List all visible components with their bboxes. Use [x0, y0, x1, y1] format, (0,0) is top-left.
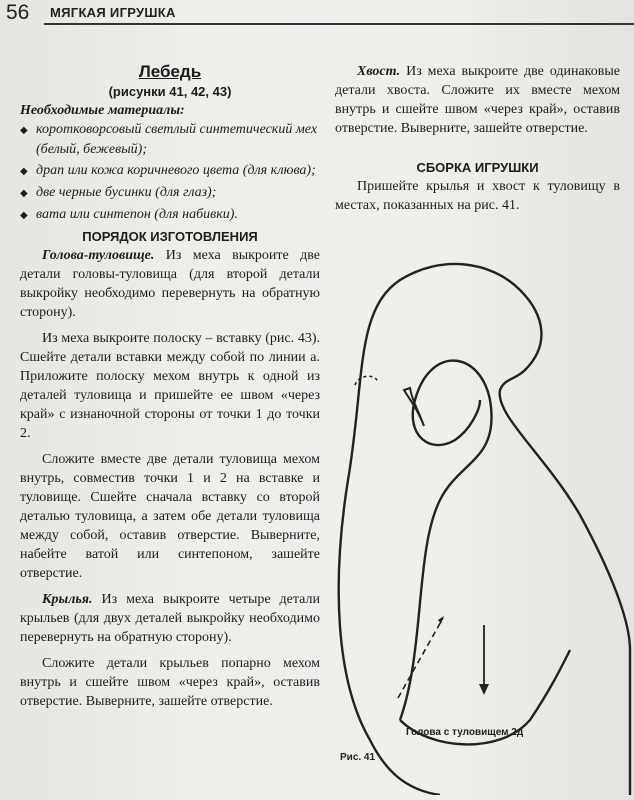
material-item: ◆ две черные бусинки (для глаз); [20, 183, 320, 203]
material-item: ◆ коротковорсовый светлый синтетический мех (белый, бежевый); [20, 122, 318, 157]
order-heading: ПОРЯДОК ИЗГОТОВЛЕНИЯ [82, 229, 258, 244]
lead-head-body: Голова-туловище. [42, 248, 155, 263]
page-number: 56 [6, 1, 30, 24]
diamond-bullet-icon: ◆ [20, 166, 28, 177]
swan-pattern-figure [330, 250, 634, 795]
page-header [0, 0, 634, 30]
material-item: ◆ вата или синтепон (для набивки). [20, 205, 320, 225]
diamond-bullet-icon: ◆ [20, 210, 28, 221]
paragraph-strip: Из меха выкроите полоску – вставку (рис. 43). Сшейте детали вставки между собой по линии а. Приложите полоску мехом внутрь к одной из деталей туловища и пришейте ее швом «через край» с изнаночной стороны от точки 1 до точки 2. [20, 331, 320, 441]
material-item: ◆ драп или кожа коричневого цвета (для клюва); [20, 161, 320, 181]
left-column [20, 62, 320, 711]
paragraph-fold: Сложите вместе две детали туловища мехом внутрь, совместив точки 1 и 2 на вставке и туловище. Сшейте сначала вставку со второй деталью туловища, а затем обе детали туловища между собой, оставив отверстие. Выверните, набейте ватой или синтепоном, зашейте отверстие. [20, 452, 320, 581]
lead-wings: Крылья. [42, 592, 93, 607]
paragraph-assembly: Пришейте крылья и хвост к туловищу в местах, показанных на рис. 41. [335, 179, 620, 213]
paragraph-wings-sew: Сложите детали крыльев попарно мехом внутрь и сшейте швом «через край», оставив отверстие. Выверните, зашейте отверстие. [20, 656, 320, 709]
swan-inner-outline [400, 361, 492, 720]
arrow-up-icon [438, 616, 444, 624]
eye-dashed-mark [355, 376, 378, 385]
dashed-guide-line [398, 618, 443, 698]
paragraph-head-body: Голова-туловище. Из меха выкроите две детали головы-туловища (для второй детали выкройку необходимо перевернуть на обратную сторону). [20, 248, 320, 320]
section-title: МЯГКАЯ ИГРУШКА [50, 5, 176, 20]
arrow-down-icon [479, 684, 489, 695]
lead-tail: Хвост. [357, 64, 401, 79]
assembly-heading: СБОРКА ИГРУШКИ [416, 160, 539, 175]
paragraph-tail: Хвост. Из меха выкроите две одинаковые детали хвоста. Сложите их вместе мехом внутрь и сшейте швом «через край», оставив отверстие. Выверните, зашейте отверстие. [335, 64, 620, 136]
article-subtitle: (рисунки 41, 42, 43) [108, 84, 232, 99]
right-column [335, 62, 620, 215]
header-rule [44, 23, 634, 25]
materials-heading: Необходимые материалы: [20, 103, 185, 118]
diamond-bullet-icon: ◆ [20, 125, 28, 136]
paragraph-wings: Крылья. Из меха выкроите четыре детали крыльев (для двух деталей выкройку необходимо перевернуть на обратную сторону). [20, 592, 320, 645]
swan-outline [339, 264, 630, 795]
figure-number: Рис. 41 [340, 752, 376, 763]
figure-caption: Голова с туловищем 2д [406, 727, 524, 738]
diamond-bullet-icon: ◆ [20, 188, 28, 199]
swan-outline-bottom [370, 740, 440, 795]
article-title: Лебедь [138, 62, 202, 81]
